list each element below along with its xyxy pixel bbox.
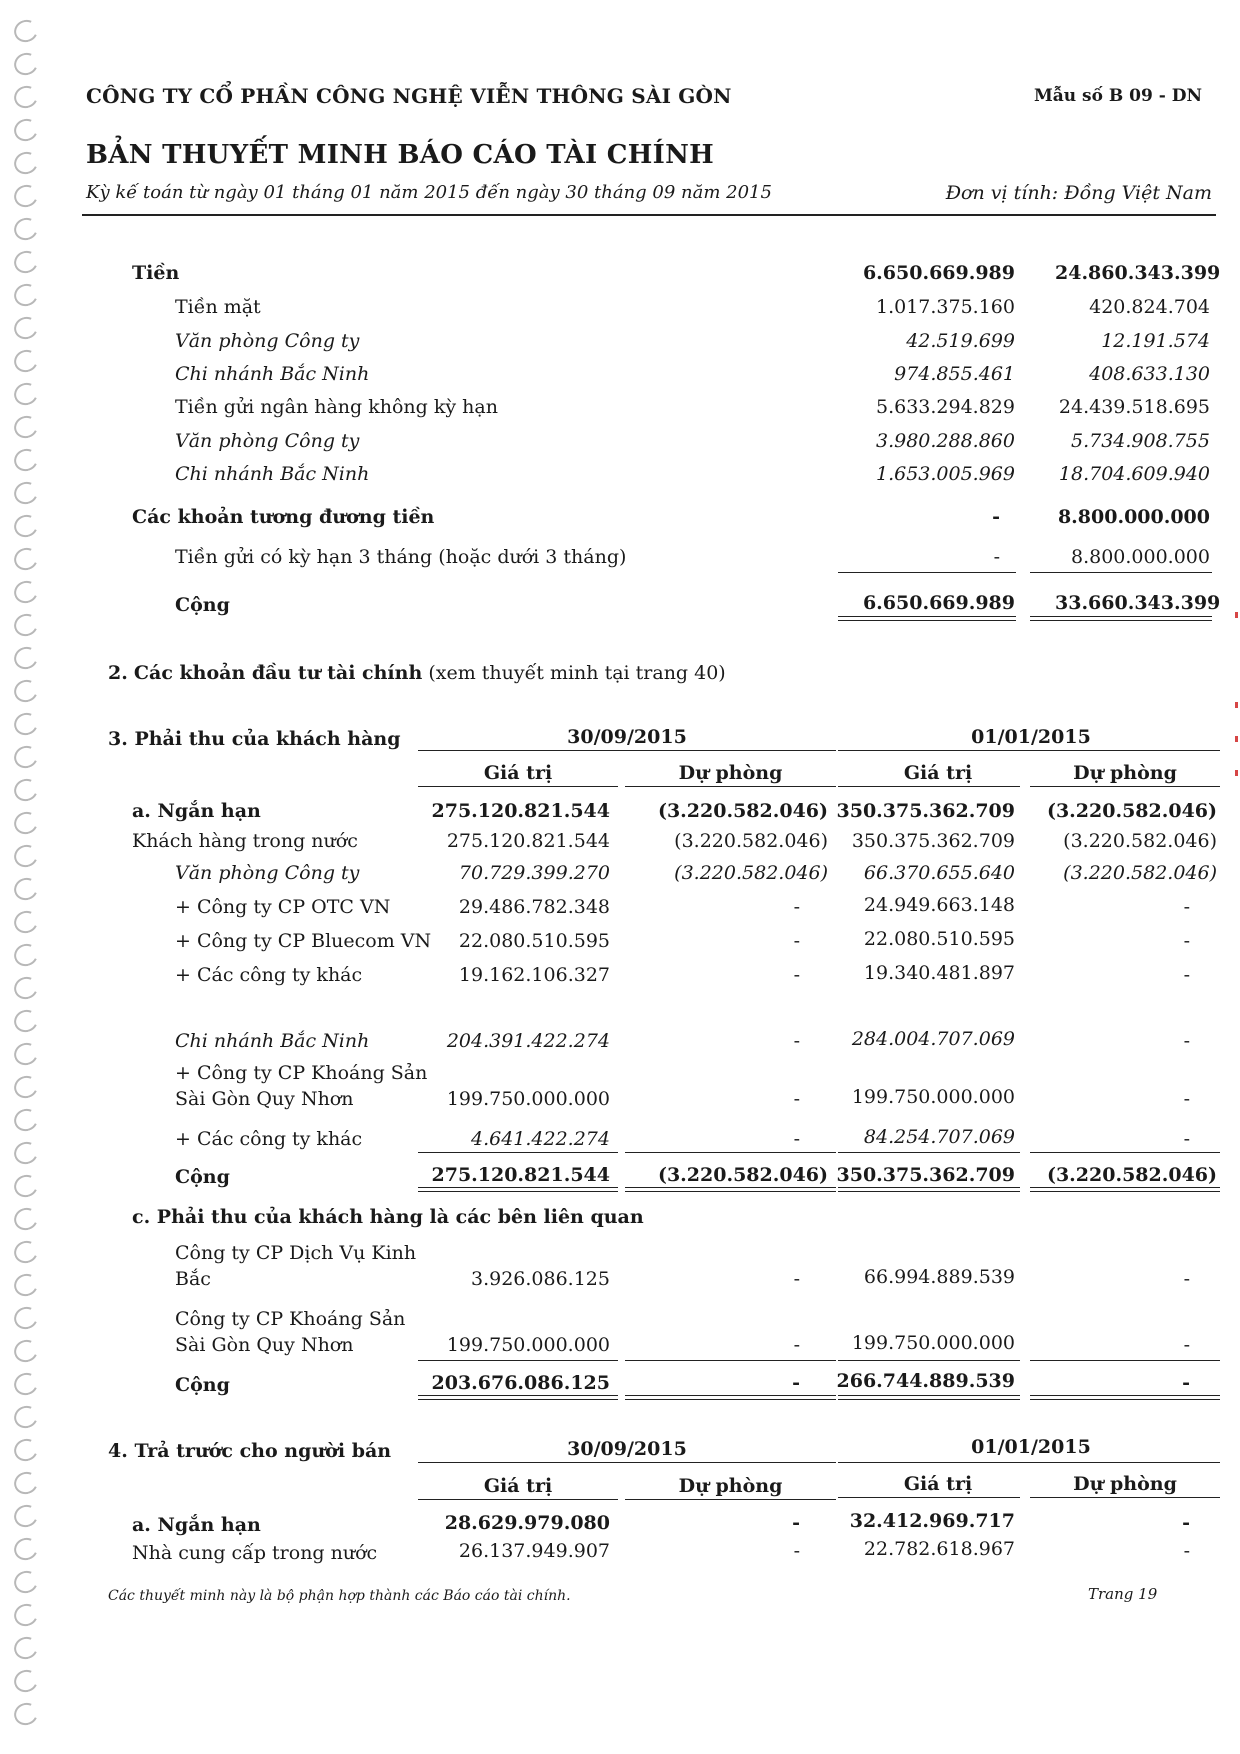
binding-hole bbox=[11, 1370, 41, 1399]
header-rule bbox=[838, 786, 1020, 787]
cell-value: 199.750.000.000 bbox=[851, 1332, 1015, 1354]
col-header-value: Giá trị bbox=[483, 1475, 553, 1497]
row-label: Tiền gửi có kỳ hạn 3 tháng (hoặc dưới 3 tháng) bbox=[175, 546, 627, 568]
cell-value: 24.439.518.695 bbox=[1058, 396, 1210, 418]
subtotal-rule bbox=[1030, 1152, 1220, 1153]
cell-value: 19.162.106.327 bbox=[458, 964, 610, 986]
cell-provision: - bbox=[793, 930, 800, 952]
cell-provision: - bbox=[793, 1334, 800, 1356]
cell-value: 5.734.908.755 bbox=[1070, 430, 1210, 452]
binding-hole bbox=[11, 842, 41, 871]
subtotal-rule bbox=[1030, 572, 1212, 573]
row-label: Chi nhánh Bắc Ninh bbox=[175, 363, 370, 385]
row-label: a. Ngắn hạn bbox=[132, 1514, 261, 1536]
row-label: Tiền mặt bbox=[175, 296, 261, 318]
binding-hole bbox=[11, 479, 41, 508]
total-double-rule bbox=[838, 1395, 1020, 1400]
header-rule bbox=[838, 750, 1220, 751]
cell-value: 266.744.889.539 bbox=[836, 1370, 1015, 1392]
binding-hole bbox=[11, 875, 41, 904]
cell-value: 420.824.704 bbox=[1089, 296, 1210, 318]
scan-mark bbox=[1235, 612, 1238, 618]
col-header-value: Giá trị bbox=[903, 1473, 973, 1495]
binding-hole bbox=[11, 1535, 41, 1564]
cell-value: 18.704.609.940 bbox=[1058, 463, 1210, 485]
subtotal-rule bbox=[418, 1360, 618, 1361]
cell-provision: - bbox=[793, 1128, 800, 1150]
cell-value: 284.004.707.069 bbox=[851, 1028, 1015, 1050]
row-label: Văn phòng Công ty bbox=[175, 330, 360, 352]
header-rule bbox=[418, 750, 836, 751]
cell-provision: - bbox=[793, 1030, 800, 1052]
cell-value: 199.750.000.000 bbox=[851, 1086, 1015, 1108]
section-4-title: 4. Trả trước cho người bán bbox=[108, 1440, 392, 1462]
row-label: + Các công ty khác bbox=[175, 1128, 363, 1150]
binding-holes bbox=[10, 20, 50, 1740]
cell-value: - bbox=[993, 546, 1000, 568]
cell-provision: (3.220.582.046) bbox=[657, 800, 828, 822]
cell-provision: - bbox=[1183, 1088, 1190, 1110]
subtotal-rule bbox=[625, 1360, 836, 1361]
cell-provision: - bbox=[793, 1540, 800, 1562]
cell-value: 84.254.707.069 bbox=[863, 1126, 1015, 1148]
binding-hole bbox=[11, 1700, 41, 1729]
binding-hole bbox=[11, 1271, 41, 1300]
binding-hole bbox=[11, 1205, 41, 1234]
binding-hole bbox=[11, 809, 41, 838]
cell-provision: (3.220.582.046) bbox=[1046, 800, 1217, 822]
cell-provision: - bbox=[1183, 1268, 1190, 1290]
header-rule bbox=[418, 1462, 836, 1463]
cell-provision: - bbox=[1183, 1030, 1190, 1052]
row-label: Cộng bbox=[175, 594, 230, 616]
col-header-provision: Dự phòng bbox=[1073, 762, 1177, 784]
form-code: Mẫu số B 09 - DN bbox=[1033, 86, 1202, 106]
subtotal-rule bbox=[838, 1360, 1020, 1361]
binding-hole bbox=[11, 50, 41, 79]
binding-hole bbox=[11, 1238, 41, 1267]
cell-value: 22.080.510.595 bbox=[863, 928, 1015, 950]
cell-provision: - bbox=[793, 964, 800, 986]
cell-value: 199.750.000.000 bbox=[446, 1334, 610, 1356]
subtotal-rule bbox=[418, 1152, 618, 1153]
company-name: CÔNG TY CỔ PHẦN CÔNG NGHỆ VIỄN THÔNG SÀI GÒN bbox=[86, 84, 732, 108]
row-label: Chi nhánh Bắc Ninh bbox=[175, 1030, 370, 1052]
subtotal-rule bbox=[625, 1152, 836, 1153]
cell-value: 203.676.086.125 bbox=[431, 1372, 610, 1394]
period-header-2015-01: 01/01/2015 bbox=[971, 1436, 1091, 1458]
scan-mark bbox=[1235, 770, 1238, 776]
cell-provision: - bbox=[1183, 964, 1190, 986]
cell-value: 204.391.422.274 bbox=[446, 1030, 610, 1052]
binding-hole bbox=[11, 941, 41, 970]
binding-hole bbox=[11, 710, 41, 739]
cell-value: 42.519.699 bbox=[906, 330, 1015, 352]
section-2-heading bbox=[108, 662, 726, 684]
binding-hole bbox=[11, 776, 41, 805]
row-label: Công ty CP Dịch Vụ Kinh bbox=[175, 1242, 417, 1264]
col-header-provision: Dự phòng bbox=[678, 762, 783, 784]
binding-hole bbox=[11, 149, 41, 178]
row-label: Các khoản tương đương tiền bbox=[132, 506, 435, 528]
binding-hole bbox=[11, 1007, 41, 1036]
cell-value: 24.949.663.148 bbox=[863, 894, 1015, 916]
row-label: Văn phòng Công ty bbox=[175, 430, 360, 452]
cell-provision: - bbox=[1182, 1512, 1190, 1534]
subtotal-rule bbox=[1030, 1360, 1220, 1361]
binding-hole bbox=[11, 83, 41, 112]
col-header-value: Giá trị bbox=[903, 762, 973, 784]
binding-hole bbox=[11, 347, 41, 376]
cell-value: 66.370.655.640 bbox=[863, 862, 1015, 884]
binding-hole bbox=[11, 1139, 41, 1168]
binding-hole bbox=[11, 1040, 41, 1069]
section-number: 2. bbox=[108, 662, 128, 684]
row-label-continued: Bắc bbox=[175, 1268, 211, 1290]
binding-hole bbox=[11, 1304, 41, 1333]
cell-provision: (3.220.582.046) bbox=[674, 830, 828, 852]
cell-value: 275.120.821.544 bbox=[431, 1164, 610, 1186]
binding-hole bbox=[11, 446, 41, 475]
cell-provision: - bbox=[793, 896, 800, 918]
cell-value: 1.653.005.969 bbox=[875, 463, 1015, 485]
period-header-2015-01: 01/01/2015 bbox=[971, 726, 1091, 748]
cell-provision: (3.220.582.046) bbox=[657, 1164, 828, 1186]
binding-hole bbox=[11, 974, 41, 1003]
row-label: Tiền bbox=[132, 262, 180, 284]
binding-hole bbox=[11, 743, 41, 772]
cell-provision: - bbox=[792, 1512, 800, 1534]
document-title: BẢN THUYẾT MINH BÁO CÁO TÀI CHÍNH bbox=[86, 140, 715, 170]
cell-provision: (3.220.582.046) bbox=[1063, 830, 1217, 852]
period-header-2015-09: 30/09/2015 bbox=[567, 726, 687, 748]
total-double-rule bbox=[418, 1187, 618, 1192]
row-label: Cộng bbox=[175, 1166, 230, 1188]
cell-value: 3.980.288.860 bbox=[875, 430, 1015, 452]
cell-value: 199.750.000.000 bbox=[446, 1088, 610, 1110]
binding-hole bbox=[11, 380, 41, 409]
cell-provision: - bbox=[1183, 1540, 1190, 1562]
binding-hole bbox=[11, 512, 41, 541]
total-double-rule bbox=[1030, 616, 1212, 621]
cell-value: 275.120.821.544 bbox=[446, 830, 610, 852]
binding-hole bbox=[11, 1568, 41, 1597]
scan-mark bbox=[1235, 736, 1238, 742]
cell-value: 8.800.000.000 bbox=[1057, 506, 1210, 528]
binding-hole bbox=[11, 578, 41, 607]
total-double-rule bbox=[1030, 1395, 1220, 1400]
cell-value: 5.633.294.829 bbox=[875, 396, 1015, 418]
period-header-2015-09: 30/09/2015 bbox=[567, 1438, 687, 1460]
binding-hole bbox=[11, 1502, 41, 1531]
header-rule bbox=[1030, 786, 1220, 787]
binding-hole bbox=[11, 1469, 41, 1498]
binding-hole bbox=[11, 1106, 41, 1135]
cell-value: 19.340.481.897 bbox=[863, 962, 1015, 984]
binding-hole bbox=[11, 1337, 41, 1366]
cell-value: 1.017.375.160 bbox=[875, 296, 1015, 318]
cell-value: 350.375.362.709 bbox=[851, 830, 1015, 852]
header-rule bbox=[418, 1499, 618, 1500]
accounting-period: Kỳ kế toán từ ngày 01 tháng 01 năm 2015 đến ngày 30 tháng 09 năm 2015 bbox=[86, 182, 772, 203]
page-number: Trang 19 bbox=[1088, 1585, 1158, 1603]
binding-hole bbox=[11, 281, 41, 310]
subtotal-rule bbox=[838, 1152, 1020, 1153]
row-label: Văn phòng Công ty bbox=[175, 862, 360, 884]
binding-hole bbox=[11, 611, 41, 640]
cell-value: 24.860.343.399 bbox=[1055, 262, 1221, 284]
cell-provision: - bbox=[1183, 896, 1190, 918]
row-label: Tiền gửi ngân hàng không kỳ hạn bbox=[175, 396, 498, 418]
cell-value: 350.375.362.709 bbox=[836, 800, 1015, 822]
cell-provision: (3.220.582.046) bbox=[1046, 1164, 1217, 1186]
cell-value: 350.375.362.709 bbox=[836, 1164, 1015, 1186]
row-label: Cộng bbox=[175, 1374, 230, 1396]
binding-hole bbox=[11, 1403, 41, 1432]
cell-provision: - bbox=[1183, 930, 1190, 952]
cell-provision: (3.220.582.046) bbox=[674, 862, 828, 884]
footer-note: Các thuyết minh này là bộ phận hợp thành các Báo cáo tài chính. bbox=[108, 1588, 571, 1604]
total-double-rule bbox=[418, 1395, 618, 1400]
binding-hole bbox=[11, 116, 41, 145]
cell-value: 275.120.821.544 bbox=[431, 800, 610, 822]
binding-hole bbox=[11, 1436, 41, 1465]
binding-hole bbox=[11, 215, 41, 244]
section-note: (xem thuyết minh tại trang 40) bbox=[428, 662, 726, 684]
header-rule bbox=[838, 1497, 1020, 1498]
cell-provision: (3.220.582.046) bbox=[1063, 862, 1217, 884]
section-title: Các khoản đầu tư tài chính bbox=[133, 662, 423, 684]
row-label: + Công ty CP OTC VN bbox=[175, 896, 391, 918]
header-rule bbox=[625, 786, 836, 787]
row-label: + Các công ty khác bbox=[175, 964, 363, 986]
header-rule bbox=[838, 1462, 1220, 1463]
cell-value: 3.926.086.125 bbox=[470, 1268, 610, 1290]
row-label: Chi nhánh Bắc Ninh bbox=[175, 463, 370, 485]
row-label: Khách hàng trong nước bbox=[132, 830, 358, 852]
col-header-provision: Dự phòng bbox=[678, 1475, 783, 1497]
binding-hole bbox=[11, 677, 41, 706]
related-parties-title: c. Phải thu của khách hàng là các bên liên quan bbox=[132, 1206, 644, 1228]
cell-value: 22.782.618.967 bbox=[863, 1538, 1015, 1560]
cell-value: 6.650.669.989 bbox=[862, 262, 1015, 284]
scan-mark bbox=[1235, 702, 1238, 708]
subtotal-rule bbox=[838, 572, 1016, 573]
cell-value: 33.660.343.399 bbox=[1055, 592, 1221, 614]
binding-hole bbox=[11, 1601, 41, 1630]
cell-value: 66.994.889.539 bbox=[863, 1266, 1015, 1288]
row-label: + Công ty CP Bluecom VN bbox=[175, 930, 432, 952]
cell-value: 974.855.461 bbox=[894, 363, 1015, 385]
cell-value: 8.800.000.000 bbox=[1070, 546, 1210, 568]
binding-hole bbox=[11, 1634, 41, 1663]
cell-provision: - bbox=[793, 1268, 800, 1290]
total-double-rule bbox=[838, 1187, 1020, 1192]
header-divider bbox=[82, 214, 1216, 216]
binding-hole bbox=[11, 545, 41, 574]
section-3-title: 3. Phải thu của khách hàng bbox=[108, 728, 401, 750]
col-header-provision: Dự phòng bbox=[1073, 1473, 1177, 1495]
binding-hole bbox=[11, 1172, 41, 1201]
binding-hole bbox=[11, 1667, 41, 1696]
total-double-rule bbox=[1030, 1187, 1220, 1192]
cell-value: 4.641.422.274 bbox=[470, 1128, 610, 1150]
total-double-rule bbox=[625, 1395, 836, 1400]
cell-provision: - bbox=[792, 1372, 800, 1394]
cell-value: 408.633.130 bbox=[1089, 363, 1210, 385]
binding-hole bbox=[11, 644, 41, 673]
row-label-continued: Sài Gòn Quy Nhơn bbox=[175, 1088, 354, 1110]
cell-provision: - bbox=[1183, 1128, 1190, 1150]
binding-hole bbox=[11, 1073, 41, 1102]
cell-value: 32.412.969.717 bbox=[849, 1510, 1015, 1532]
binding-hole bbox=[11, 908, 41, 937]
header-rule bbox=[625, 1499, 836, 1500]
cell-value: 26.137.949.907 bbox=[458, 1540, 610, 1562]
binding-hole bbox=[11, 413, 41, 442]
row-label-continued: Sài Gòn Quy Nhơn bbox=[175, 1334, 354, 1356]
binding-hole bbox=[11, 182, 41, 211]
row-label: + Công ty CP Khoáng Sản bbox=[175, 1062, 428, 1084]
cell-value: 12.191.574 bbox=[1101, 330, 1210, 352]
cell-value: 6.650.669.989 bbox=[862, 592, 1015, 614]
currency-unit: Đơn vị tính: Đồng Việt Nam bbox=[945, 182, 1212, 204]
row-label: a. Ngắn hạn bbox=[132, 800, 261, 822]
cell-value: 28.629.979.080 bbox=[444, 1512, 610, 1534]
cell-value: 22.080.510.595 bbox=[458, 930, 610, 952]
cell-value: - bbox=[992, 506, 1000, 528]
binding-hole bbox=[11, 17, 41, 46]
row-label: Nhà cung cấp trong nước bbox=[132, 1542, 378, 1564]
cell-provision: - bbox=[1183, 1334, 1190, 1356]
total-double-rule bbox=[838, 616, 1016, 621]
binding-hole bbox=[11, 314, 41, 343]
cell-provision: - bbox=[793, 1088, 800, 1110]
cell-value: 29.486.782.348 bbox=[458, 896, 610, 918]
header-rule bbox=[418, 786, 618, 787]
binding-hole bbox=[11, 248, 41, 277]
cell-provision: - bbox=[1182, 1372, 1190, 1394]
header-rule bbox=[1030, 1497, 1220, 1498]
row-label: Công ty CP Khoáng Sản bbox=[175, 1308, 406, 1330]
cell-value: 70.729.399.270 bbox=[458, 862, 610, 884]
total-double-rule bbox=[625, 1187, 836, 1192]
col-header-value: Giá trị bbox=[483, 762, 553, 784]
